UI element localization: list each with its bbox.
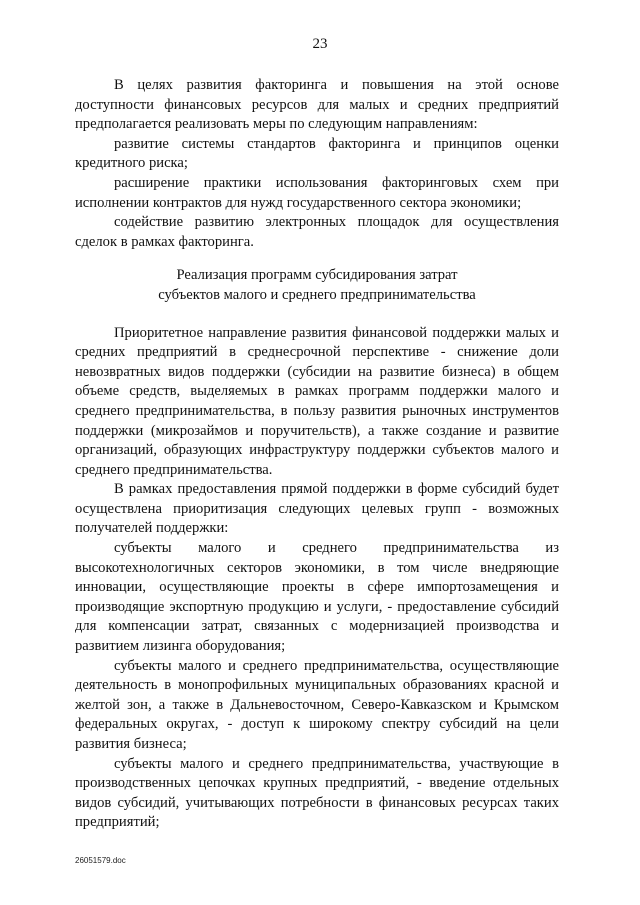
page-number: 23 — [312, 36, 328, 52]
paragraph-high-tech-smes: субъекты малого и среднего предпринимательства из высокотехнологичных секторов экономики, в том числе внедряющие инновации, осуществляющие проекты в сфере импортозамещения и производящие экспортную продукцию и услуги, - предоставление субсидий для компенсации затрат, связанных с модернизацией производства и развитием лизинга оборудования; — [75, 540, 559, 655]
paragraph-factoring-intro: В целях развития факторинга и повышения на этой основе доступности финансовых ресурсов для малых и средних предприятий предполагается реализовать меры по следующим направлениям: — [75, 77, 559, 133]
section-heading-line-1: Реализация программ субсидирования затрат — [176, 267, 458, 284]
paragraph-factoring-standards: развитие системы стандартов факторинга и принципов оценки кредитного риска; — [75, 135, 559, 172]
section-heading — [75, 266, 559, 305]
paragraph-monotown-smes: субъекты малого и среднего предпринимательства, осуществляющие деятельность в монопрофильных муниципальных образованиях красной и желтой зон, а также в Дальневосточном, Северо-Кавказском и Крымском федеральных округах, - доступ к широкому спектру субсидий на цели развития бизнеса; — [75, 657, 559, 752]
paragraph-priority-direction: Приоритетное направление развития финансовой поддержки малых и средних предприятий в среднесрочной перспективе - снижение доли невозвратных видов поддержки (субсидии на развитие бизнеса) в общем объеме средств, выделяемых в рамках программ поддержки малого и среднего предпринимательства, в пользу развития рыночных инструментов поддержки (микрозаймов и поручительств), а также создание и развитие организаций, образующих инфраструктуру поддержки субъектов малого и среднего предпринимательства. — [75, 324, 559, 478]
paragraph-factoring-platforms: содействие развитию электронных площадок для осуществления сделок в рамках факторинга. — [75, 214, 559, 250]
footer-file-name: 26051579.doc — [75, 856, 126, 865]
paragraph-supply-chain-smes: субъекты малого и среднего предпринимательства, участвующие в производственных цепочках крупных предприятий, - введение отдельных видов субсидий, учитывающих потребности в финансовых ресурсах таких предприятий; — [75, 755, 559, 831]
paragraph-target-groups: В рамках предоставления прямой поддержки в форме субсидий будет осуществлена приоритизация следующих целевых групп - возможных получателей поддержки: — [75, 481, 559, 537]
document-body — [75, 76, 559, 833]
paragraph-factoring-schemes: расширение практики использования факторинговых схем при исполнении контрактов для нужд государственного сектора экономики; — [75, 174, 559, 211]
section-heading-line-2: субъектов малого и среднего предпринимательства — [158, 286, 476, 303]
